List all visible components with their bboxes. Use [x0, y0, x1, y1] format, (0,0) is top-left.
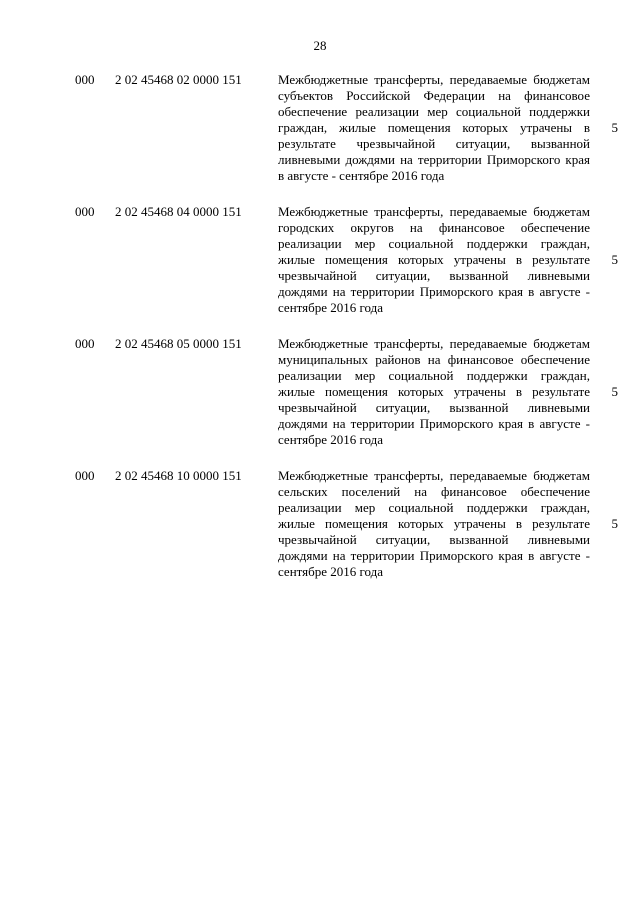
chapter-number: 5 [611, 120, 618, 135]
admin-code: 000 [75, 72, 95, 87]
budget-code: 2 02 45468 05 0000 151 [115, 336, 242, 351]
budget-classification-table [0, 72, 640, 600]
chapter-number: 5 [611, 384, 618, 399]
table-row [0, 204, 640, 316]
chapter-number: 5 [611, 252, 618, 267]
budget-code: 2 02 45468 02 0000 151 [115, 72, 242, 87]
admin-code: 000 [75, 468, 95, 483]
row-description: Межбюджетные трансферты, передаваемые бюджетам сельских поселений на финансовое обеспечение реализации мер социальной поддержки граждан, жилые помещения которых утрачены в результате чрезвычайной ситуации, вызванной ливневыми дождями на территории Приморского края в августе - сентябре 2016 года [278, 468, 590, 579]
row-description: Межбюджетные трансферты, передаваемые бюджетам субъектов Российской Федерации на финансовое обеспечение реализации мер социальной поддержки граждан, жилые помещения которых утрачены в результате чрезвычайной ситуации, вызванной ливневыми дождями на территории Приморского края в августе - сентябре 2016 года [278, 72, 590, 183]
table-row [0, 468, 640, 580]
table-row [0, 336, 640, 448]
budget-code: 2 02 45468 04 0000 151 [115, 204, 242, 219]
chapter-number: 5 [611, 516, 618, 531]
budget-code: 2 02 45468 10 0000 151 [115, 468, 242, 483]
admin-code: 000 [75, 336, 95, 351]
row-description: Межбюджетные трансферты, передаваемые бюджетам городских округов на финансовое обеспечение реализации мер социальной поддержки граждан, жилые помещения которых утрачены в результате чрезвычайной ситуации, вызванной ливневыми дождями на территории Приморского края в августе - сентябре 2016 года [278, 204, 590, 315]
table-row [0, 72, 640, 184]
page-number: 28 [313, 38, 327, 53]
admin-code: 000 [75, 204, 95, 219]
row-description: Межбюджетные трансферты, передаваемые бюджетам муниципальных районов на финансовое обеспечение реализации мер социальной поддержки граждан, жилые помещения которых утрачены в результате чрезвычайной ситуации, вызванной ливневыми дождями на территории Приморского края в августе - сентябре 2016 года [278, 336, 590, 447]
